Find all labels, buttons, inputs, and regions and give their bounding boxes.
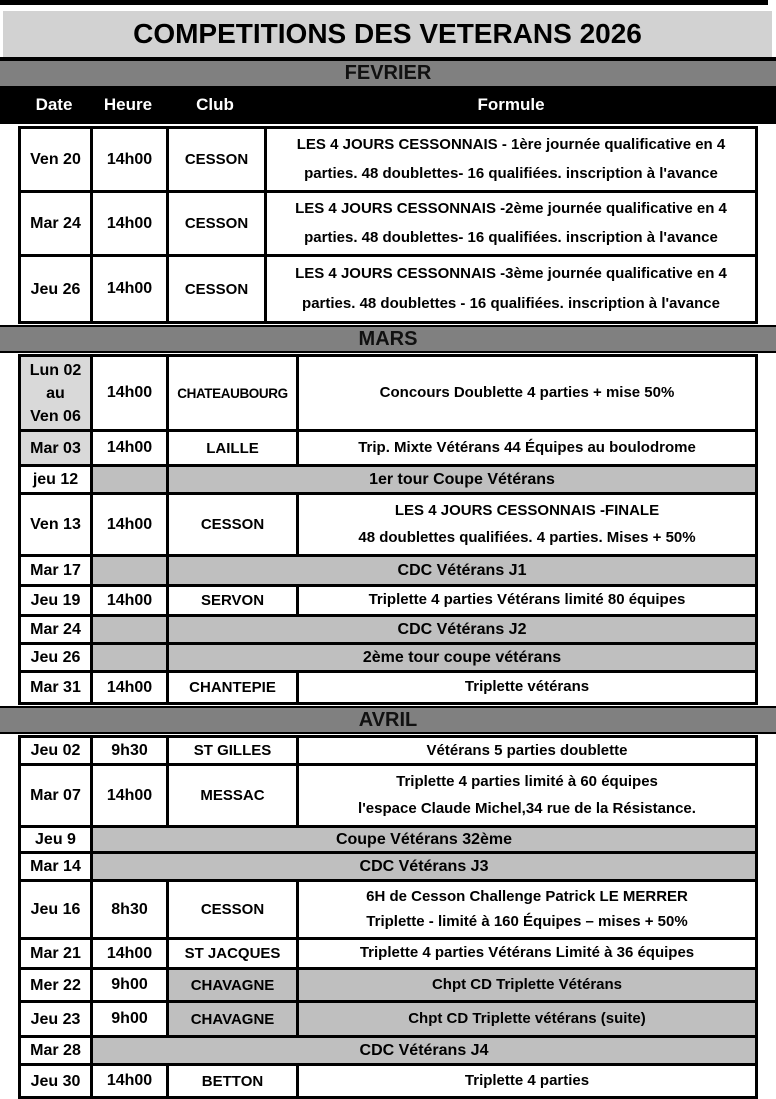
date-line: jeu 12 [32,471,79,488]
date-line: Mar 31 [30,679,81,696]
formule-line: LES 4 JOURS CESSONNAIS - 1ère journée qualificative en 4 [296,136,726,153]
formule-cell [299,940,755,967]
formule-line: parties. 48 doublettes - 16 qualifiées. inscription à l'avance [302,294,720,312]
formule-cell [299,882,755,937]
merged-event-cell: CDC Vétérans J2 [169,617,755,642]
formule-cell [299,587,755,614]
date-cell [21,645,93,670]
table-row [21,738,755,766]
date-cell [21,882,93,937]
month-table-fevrier [18,126,758,324]
date-cell [21,766,93,825]
club-cell: CHANTEPIE [169,673,299,702]
date-line: Mar 14 [30,858,81,875]
date-cell [21,940,93,967]
club-cell: CESSON [169,882,299,937]
date-line: Ven 06 [30,407,81,425]
formule-line: Triplette vétérans [464,678,590,696]
merged-event-cell: 2ème tour coupe vétérans [169,645,755,670]
club-cell: CHATEAUBOURG [169,357,299,429]
date-line: Jeu 19 [30,592,81,609]
table-row [21,432,755,467]
formule-line: Chpt CD Triplette Vétérans [431,975,623,993]
date-cell [21,828,93,851]
club-cell: CESSON [169,257,267,321]
club-cell: CESSON [169,129,267,190]
date-cell [21,432,93,464]
date-cell [21,970,93,1000]
club-cell: CESSON [169,193,267,254]
heure-cell: 14h00 [93,940,169,967]
club-cell: BETTON [169,1066,299,1096]
date-line: Mar 17 [30,562,81,579]
formule-cell [299,1003,755,1035]
table-row [21,467,755,495]
date-line: Jeu 23 [30,1010,81,1028]
month-header-avril [0,706,776,734]
formule-cell [299,766,755,825]
table-row [21,1003,755,1038]
column-header-club: Club [196,95,234,114]
heure-cell: 14h00 [93,495,169,554]
date-cell [21,193,93,254]
merged-event-cell: CDC Vétérans J3 [93,854,755,879]
page-title-bar [3,11,772,57]
heure-cell: 14h00 [93,357,169,429]
date-line: Jeu 02 [30,742,81,759]
formule-line: 6H de Cesson Challenge Patrick LE MERRER [366,887,688,905]
heure-cell: 9h00 [93,970,169,1000]
formule-line: LES 4 JOURS CESSONNAIS -3ème journée qualificative en 4 [295,264,727,282]
club-cell: LAILLE [169,432,299,464]
formule-line: Vétérans 5 parties doublette [426,742,628,759]
schedule-table [0,61,776,1099]
month-table-avril [18,735,758,1099]
date-line: Mar 07 [30,787,81,804]
table-row [21,673,755,702]
formule-cell [299,970,755,1000]
heure-cell: 14h00 [93,766,169,825]
heure-cell [93,645,169,670]
formule-line: parties. 48 doublettes- 16 qualifiées. inscription à l'avance [304,164,718,182]
column-header-heure: Heure [103,95,153,114]
club-cell: ST JACQUES [169,940,299,967]
merged-event-cell: Coupe Vétérans 32ème [93,828,755,851]
date-line: au [46,384,65,402]
formule-cell [299,495,755,554]
date-line: Jeu 26 [30,280,81,298]
table-row [21,557,755,587]
formule-cell [299,357,755,429]
date-cell [21,738,93,763]
heure-cell [93,557,169,584]
formule-line: l'espace Claude Michel,34 rue de la Résistance. [358,800,696,817]
formule-line: LES 4 JOURS CESSONNAIS -2ème journée qualificative en 4 [295,200,727,217]
heure-cell [93,467,169,492]
club-cell: ST GILLES [169,738,299,763]
formule-line: Concours Doublette 4 parties + mise 50% [379,383,675,401]
formule-line: Triplette 4 parties Vétérans Limité à 36 équipes [359,944,695,962]
heure-cell: 8h30 [93,882,169,937]
date-cell [21,467,93,492]
formule-line: Trip. Mixte Vétérans 44 Équipes au boulodrome [358,438,696,456]
table-row [21,495,755,557]
table-row [21,828,755,854]
table-row [21,645,755,673]
formule-cell [267,257,755,321]
heure-cell: 14h00 [93,432,169,464]
table-row [21,854,755,882]
date-line: Jeu 9 [35,831,76,848]
formule-line: 48 doublettes qualifiées. 4 parties. Mises + 50% [358,529,696,546]
column-header-formule: Formule [477,95,545,114]
formule-cell [299,1066,755,1096]
heure-cell: 14h00 [93,257,169,321]
club-cell: CHAVAGNE [169,970,299,1000]
club-cell: CESSON [169,495,299,554]
formule-line: Triplette 4 parties limité à 60 équipes [396,772,658,790]
date-cell [21,673,93,702]
table-row [21,129,755,193]
merged-event-cell: CDC Vétérans J4 [93,1038,755,1063]
formule-line: parties. 48 doublettes- 16 qualifiées. inscription à l'avance [304,228,718,246]
formule-cell [299,738,755,763]
date-line: Jeu 26 [30,649,81,666]
date-line: Jeu 16 [30,901,81,918]
date-line: Mar 28 [30,1042,81,1059]
date-line: Jeu 30 [30,1072,81,1090]
heure-cell: 9h00 [93,1003,169,1035]
formule-cell [299,432,755,464]
formule-line: LES 4 JOURS CESSONNAIS -FINALE [394,501,660,519]
date-line: Mar 24 [30,621,81,638]
club-cell: MESSAC [169,766,299,825]
club-cell: SERVON [169,587,299,614]
formule-cell [299,673,755,702]
heure-cell: 14h00 [93,673,169,702]
month-table-mars [18,354,758,705]
table-row [21,587,755,617]
column-header-row [0,86,776,124]
month-header-label: MARS [358,327,418,350]
table-row [21,1066,755,1096]
heure-cell: 14h00 [93,193,169,254]
date-cell [21,1066,93,1096]
table-row [21,617,755,645]
date-line: Lun 02 [29,361,82,379]
month-header-label: FEVRIER [344,62,432,84]
date-cell [21,129,93,190]
column-header-date: Date [35,95,73,114]
merged-event-cell: 1er tour Coupe Vétérans [169,467,755,492]
table-row [21,1038,755,1066]
date-cell [21,1003,93,1035]
table-row [21,882,755,940]
heure-cell [93,617,169,642]
date-cell [21,557,93,584]
heure-cell: 14h00 [93,129,169,190]
month-header-fevrier [0,61,776,86]
table-row [21,193,755,257]
table-row [21,766,755,828]
table-row [21,257,755,321]
heure-cell: 14h00 [93,1066,169,1096]
date-line: Ven 13 [30,516,81,533]
date-line: Mar 03 [30,439,81,457]
merged-event-cell: CDC Vétérans J1 [169,557,755,584]
month-header-mars [0,325,776,353]
heure-cell: 14h00 [93,587,169,614]
heure-cell: 9h30 [93,738,169,763]
date-line: Mer 22 [30,976,81,994]
table-row [21,940,755,970]
date-cell [21,854,93,879]
date-line: Mar 21 [30,945,81,962]
month-header-label: AVRIL [358,708,418,731]
date-cell [21,495,93,554]
formule-line: Triplette - limité à 160 Équipes – mises + 50% [366,913,688,930]
date-cell [21,587,93,614]
formule-line: Triplette 4 parties [464,1071,590,1089]
page-title: COMPETITIONS DES VETERANS 2026 [133,18,642,49]
date-line: Mar 24 [30,215,81,232]
date-cell [21,257,93,321]
table-row [21,357,755,432]
date-line: Ven 20 [30,151,81,168]
date-cell [21,1038,93,1063]
formule-cell [267,193,755,254]
date-cell [21,357,93,429]
date-cell [21,617,93,642]
formule-line: Triplette 4 parties Vétérans limité 80 équipes [368,591,686,609]
formule-line: Chpt CD Triplette vétérans (suite) [408,1009,646,1027]
formule-cell [267,129,755,190]
table-row [21,970,755,1003]
club-cell: CHAVAGNE [169,1003,299,1035]
